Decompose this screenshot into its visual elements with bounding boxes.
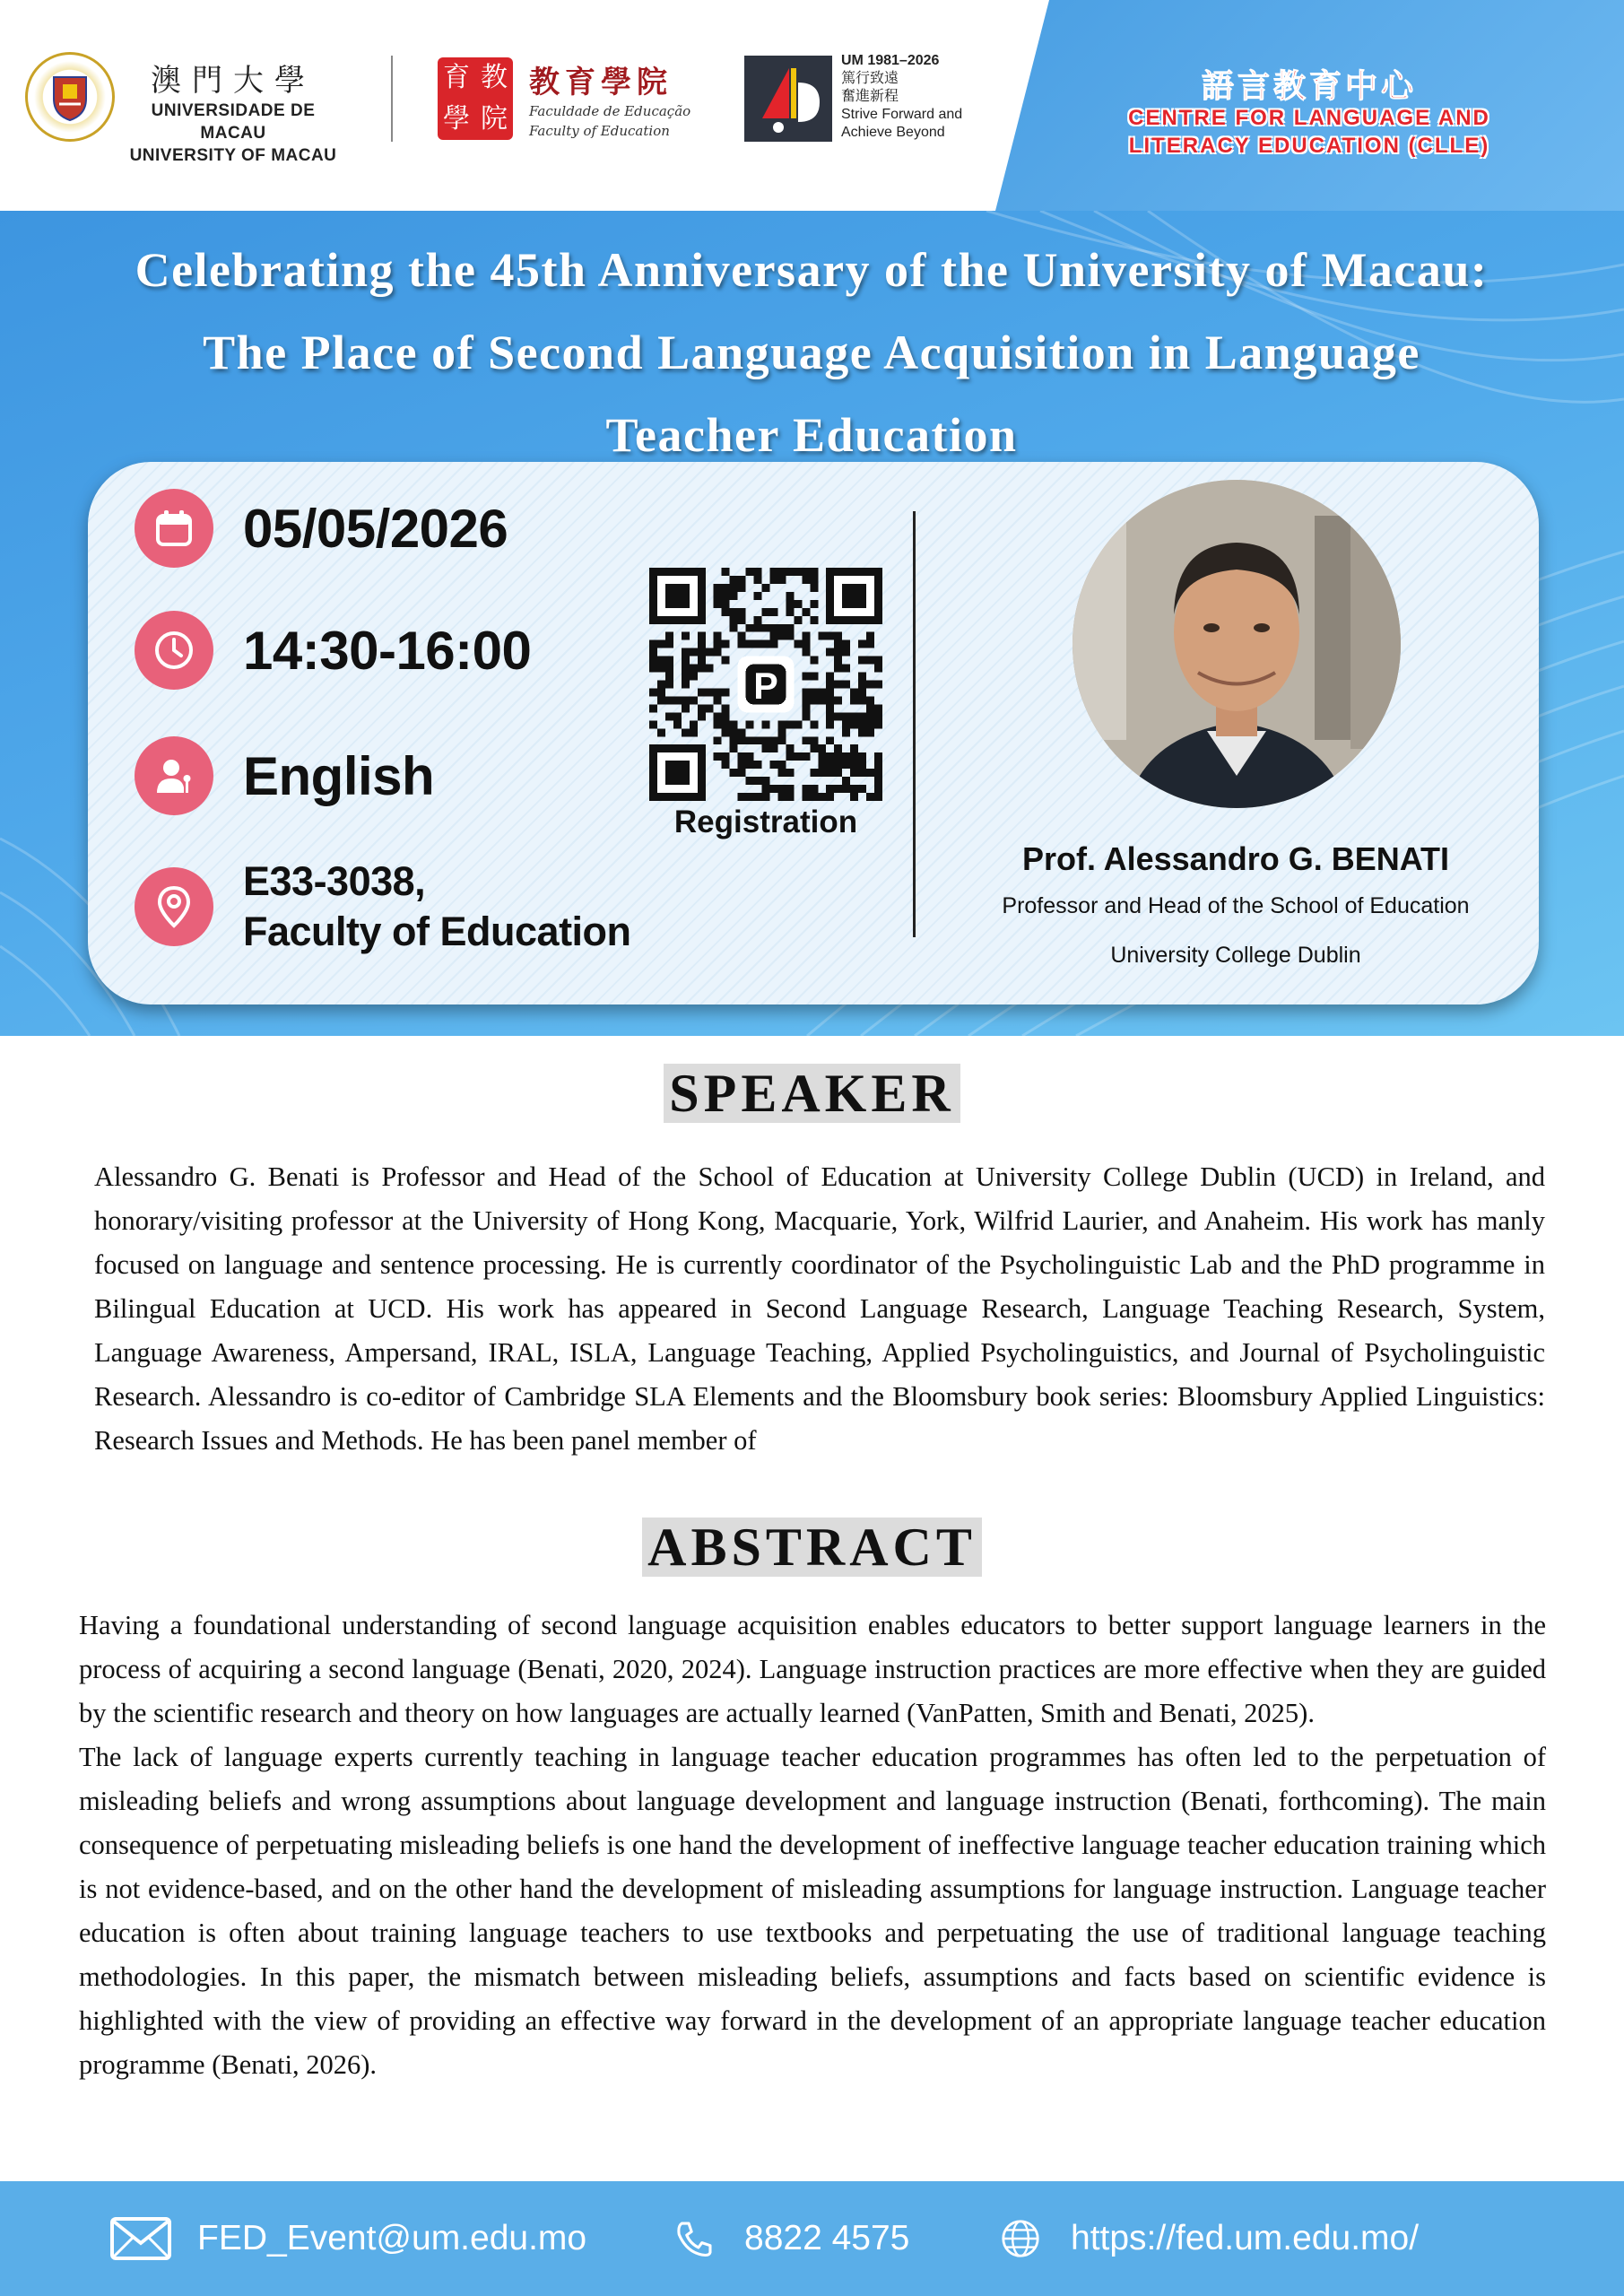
event-language-row — [135, 736, 434, 815]
event-venue-line2: Faculty of Education — [243, 909, 631, 954]
logo-divider — [391, 56, 393, 142]
footer-email[interactable] — [109, 2213, 586, 2264]
event-banner — [0, 211, 1624, 1036]
abstract-paragraph-2: The lack of language experts currently teaching in language teacher education programmes has often led to the perpetuation of misleading beliefs and wrong assumptions about language development and language instruction (Benati, forthcoming). The main consequence of perpetuating misleading beliefs is one hand the development of ineffective language teacher education training which is not evidence-based, and on the other hand the development of misleading assumptions for language instruction. Language teacher education is often about training language teachers to use textbooks and perpetuating the use of traditional language teaching methodologies. In this paper, the mismatch between misleading beliefs, assumptions and facts based on scientific evidence is highlighted with the view of providing an effective way forward in the development of an appropriate language teacher education programme (Benati, 2026). — [79, 1742, 1546, 2080]
page-footer — [0, 2181, 1624, 2296]
faculty-seal-char: 學 — [443, 103, 470, 135]
anniversary-motto-en: Strive Forward and Achieve Beyond — [841, 107, 963, 140]
faculty-name — [529, 57, 708, 141]
footer-email-text[interactable]: FED_Event@um.edu.mo — [197, 2219, 587, 2257]
abstract-body — [79, 1604, 1546, 2087]
card-divider — [913, 511, 916, 937]
faculty-seal-logo — [438, 57, 513, 140]
clock-icon — [135, 611, 213, 690]
speaker-photo — [1073, 480, 1401, 808]
centre-name-en — [1072, 104, 1547, 160]
anniversary-years: UM 1981–2026 — [841, 53, 940, 68]
abstract-paragraph-1: Having a foundational understanding of second language acquisition enables educators to better support language learners in the process of acquiring a second language (Benati, 2020, 2024). Language instruction practices are more effective when they are guided by the scientific research and theory on how languages are actually learned (VanPatten, Smith and Benati, 2025). — [79, 1610, 1546, 1728]
speaker-name: Prof. Alessandro G. BENATI — [1021, 840, 1450, 877]
page-header — [0, 0, 1624, 211]
anniversary-motto-zh-1: 篤行致遠 — [841, 71, 899, 86]
footer-phone[interactable] — [671, 2213, 909, 2264]
speaker-heading-text: SPEAKER — [664, 1064, 960, 1123]
speaker-bio: Alessandro G. Benati is Professor and Head of the School of Education at University College Dublin (UCD) in Ireland, and honorary/visiting professor at the University of Hong Kong, Macquarie, York, Wilfrid Laurier, and Anaheim. His work has manly focused on language and sentence processing. He is currently coordinator of the Psycholinguistic Lab and the PhD programme in Bilingual Education at UCD. His work has appeared in Second Language Research, Language Teaching Research, System, Language Awareness, Ampersand, IRAL, ISLA, Language Teaching, Applied Psycholinguistics, and Journal of Psycholinguistic Research. Alessandro is co-editor of Cambridge SLA Elements and the Bloomsbury book series: Bloomsbury Applied Linguistics: Research Issues and Methods. He has been panel member of — [94, 1161, 1545, 1456]
anniversary-text — [841, 52, 1003, 142]
faculty-name-zh: 教育學院 — [529, 65, 673, 100]
faculty-seal-char: 教 — [481, 62, 508, 93]
phone-icon — [671, 2213, 719, 2264]
event-date: 05/05/2026 — [243, 498, 508, 559]
faculty-seal-char: 育 — [443, 62, 470, 93]
event-venue-line1: E33-3038, — [243, 858, 426, 904]
event-venue-row — [135, 857, 631, 957]
centre-name-en-line1: CENTRE FOR LANGUAGE AND — [1128, 106, 1490, 130]
registration-qr-code[interactable] — [649, 568, 882, 801]
university-name-pt: UNIVERSIDADE DE MACAU — [151, 101, 316, 143]
envelope-icon — [109, 2213, 172, 2264]
faculty-name-pt: Faculdade de Educação — [529, 103, 691, 119]
globe-icon — [995, 2213, 1046, 2264]
university-name-zh: 澳門大學 — [151, 63, 316, 99]
university-seal-logo — [25, 52, 115, 142]
speaker-section-heading — [0, 1064, 1624, 1123]
abstract-heading-text: ABSTRACT — [642, 1518, 982, 1577]
university-name-en: UNIVERSITY OF MACAU — [129, 146, 337, 165]
abstract-section-heading — [0, 1518, 1624, 1577]
calendar-icon — [135, 489, 213, 568]
footer-website[interactable] — [995, 2213, 1419, 2264]
faculty-name-en: Faculty of Education — [529, 123, 670, 139]
event-venue — [243, 857, 631, 957]
university-name — [126, 56, 341, 167]
speaker-person-icon — [135, 736, 213, 815]
anniversary-emblem-icon — [744, 56, 832, 142]
event-title-line3: Teacher Education — [605, 408, 1018, 462]
anniversary-logo — [744, 56, 832, 142]
event-language: English — [243, 745, 435, 806]
event-title-line2: The Place of Second Language Acquisition in Language — [203, 326, 1420, 379]
registration-label: Registration — [673, 804, 858, 839]
speaker-institution: University College Dublin — [1110, 943, 1361, 968]
event-time-row — [135, 611, 531, 690]
event-title — [54, 229, 1569, 476]
centre-name-en-line2: LITERACY EDUCATION (CLLE) — [1128, 134, 1490, 158]
faculty-seal-char: 院 — [481, 103, 508, 135]
speaker-role: Professor and Head of the School of Education — [1002, 893, 1470, 918]
footer-website-text[interactable]: https://fed.um.edu.mo/ — [1071, 2219, 1420, 2257]
crest-icon — [43, 70, 97, 124]
event-date-row — [135, 489, 508, 568]
speaker-portrait-image — [1073, 480, 1401, 808]
anniversary-motto-zh-2: 奮進新程 — [841, 89, 899, 104]
event-time: 14:30-16:00 — [243, 620, 532, 681]
qr-center-p-icon: P — [753, 665, 778, 708]
footer-phone-text[interactable]: 8822 4575 — [744, 2219, 910, 2257]
centre-name-zh: 語言教育中心 — [1201, 68, 1417, 105]
event-info-card — [88, 462, 1539, 1004]
location-pin-icon — [135, 867, 213, 946]
event-title-line1: Celebrating the 45th Anniversary of the University of Macau: — [135, 243, 1489, 297]
